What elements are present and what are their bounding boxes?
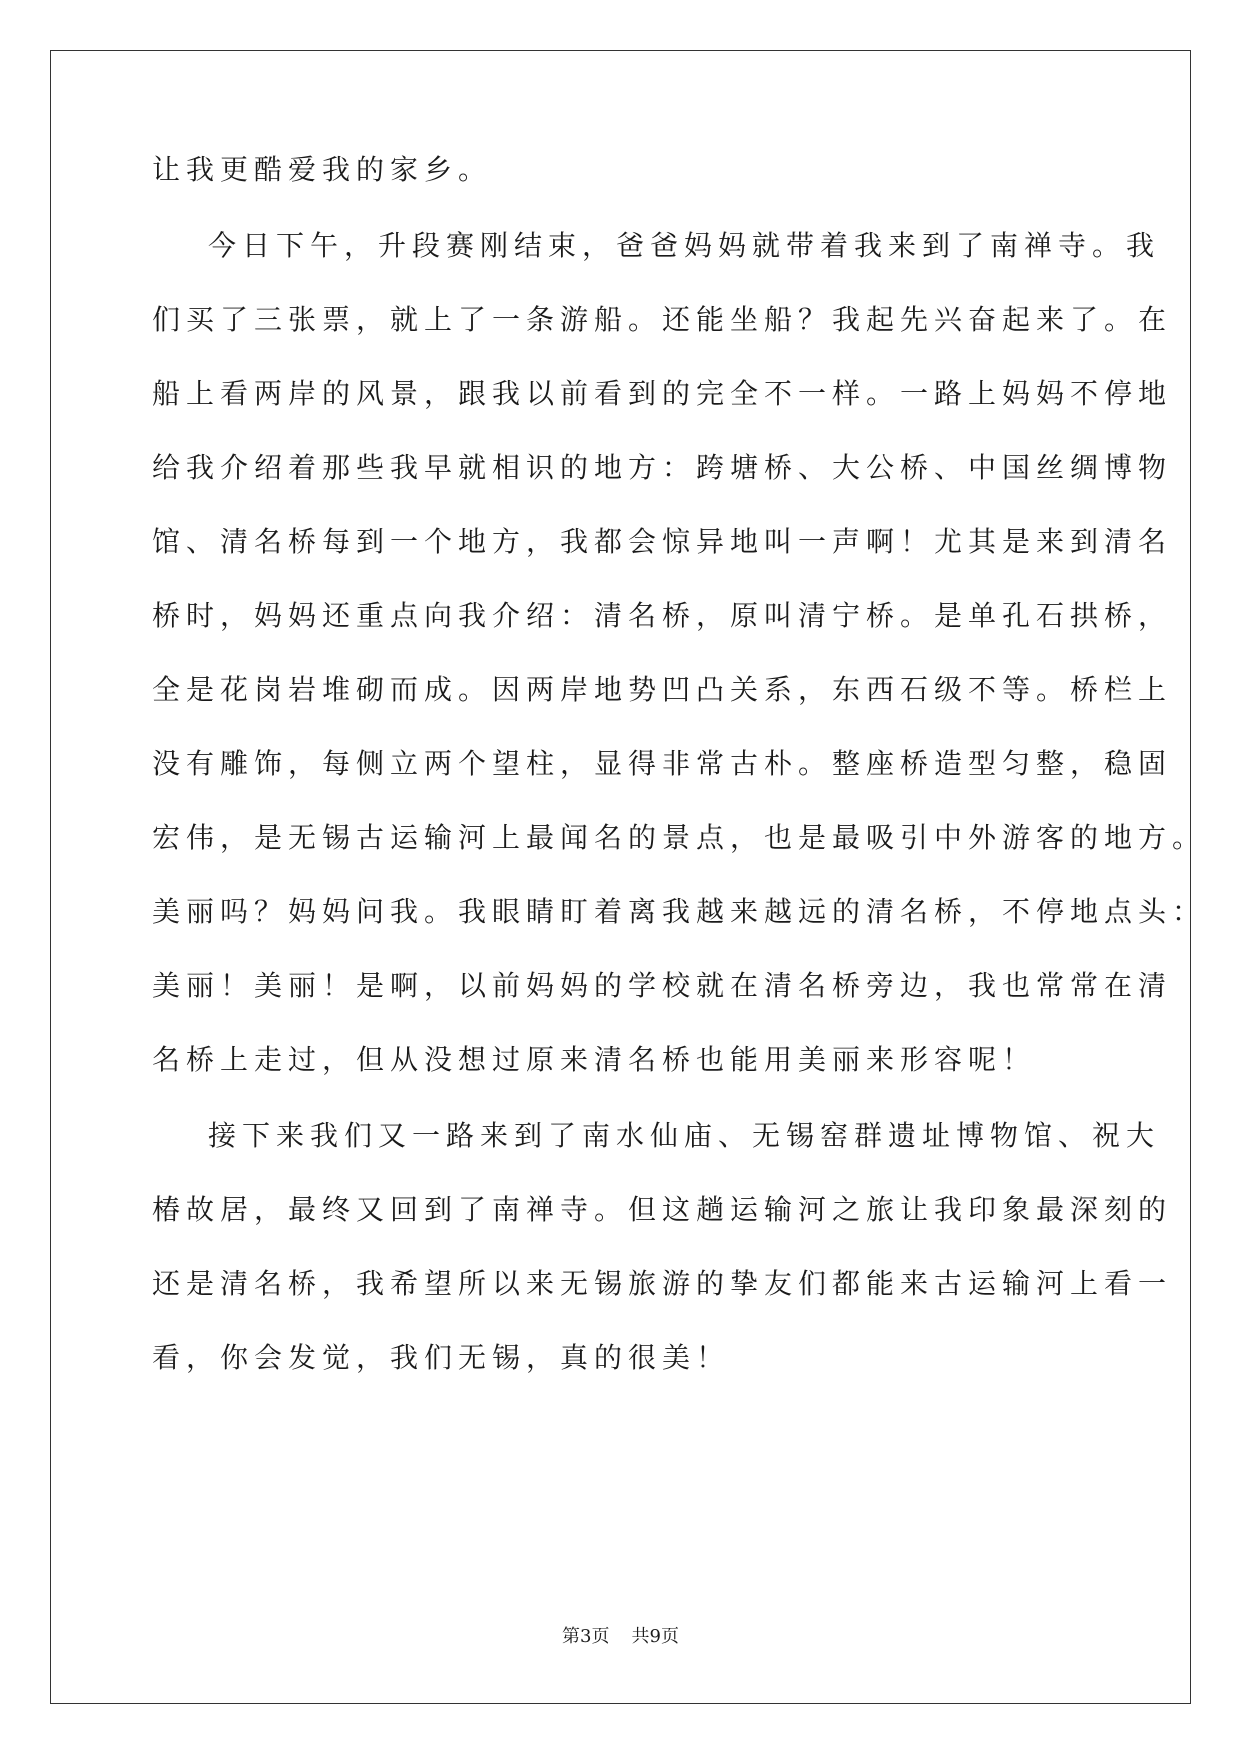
text-line: 给我介绍着那些我早就相识的地方：跨塘桥、大公桥、中国丝绸博物 <box>152 451 1173 484</box>
text-line: 没有雕饰，每侧立两个望柱，显得非常古朴。整座桥造型匀整，稳固 <box>152 747 1173 780</box>
text-line: 美丽吗？妈妈问我。我眼睛盯着离我越来越远的清名桥，不停地点头： <box>152 895 1207 928</box>
text-line: 椿故居，最终又回到了南禅寺。但这趟运输河之旅让我印象最深刻的 <box>152 1193 1173 1226</box>
text-line: 看，你会发觉，我们无锡，真的很美！ <box>152 1341 731 1374</box>
page-border <box>50 50 1207 1704</box>
text-line: 桥时，妈妈还重点向我介绍：清名桥，原叫清宁桥。是单孔石拱桥， <box>152 599 1173 632</box>
text-line: 还是清名桥，我希望所以来无锡旅游的挚友们都能来古运输河上看一 <box>152 1267 1173 1300</box>
page-footer <box>0 1626 1241 1648</box>
paragraph-first-line: 接下来我们又一路来到了南水仙庙、无锡窑群遗址博物馆、祝大 <box>208 1119 1161 1152</box>
text-line: 名桥上走过，但从没想过原来清名桥也能用美丽来形容呢！ <box>152 1043 1037 1076</box>
text-line: 宏伟，是无锡古运输河上最闻名的景点，也是最吸引中外游客的地方。 <box>152 821 1207 854</box>
text-line: 船上看两岸的风景，跟我以前看到的完全不一样。一路上妈妈不停地 <box>152 377 1173 410</box>
page-total: 共9页 <box>631 1626 679 1647</box>
text-line: 让我更酷爱我的家乡。 <box>152 153 493 186</box>
page-number: 第3页 <box>562 1626 610 1647</box>
text-line: 全是花岗岩堆砌而成。因两岸地势凹凸关系，东西石级不等。桥栏上 <box>152 673 1173 706</box>
text-line: 馆、清名桥每到一个地方，我都会惊异地叫一声啊！尤其是来到清名 <box>152 525 1173 558</box>
text-line: 美丽！美丽！是啊，以前妈妈的学校就在清名桥旁边，我也常常在清 <box>152 969 1173 1002</box>
text-line: 们买了三张票，就上了一条游船。还能坐船？我起先兴奋起来了。在 <box>152 303 1173 336</box>
paragraph-first-line: 今日下午，升段赛刚结束，爸爸妈妈就带着我来到了南禅寺。我 <box>208 229 1161 262</box>
